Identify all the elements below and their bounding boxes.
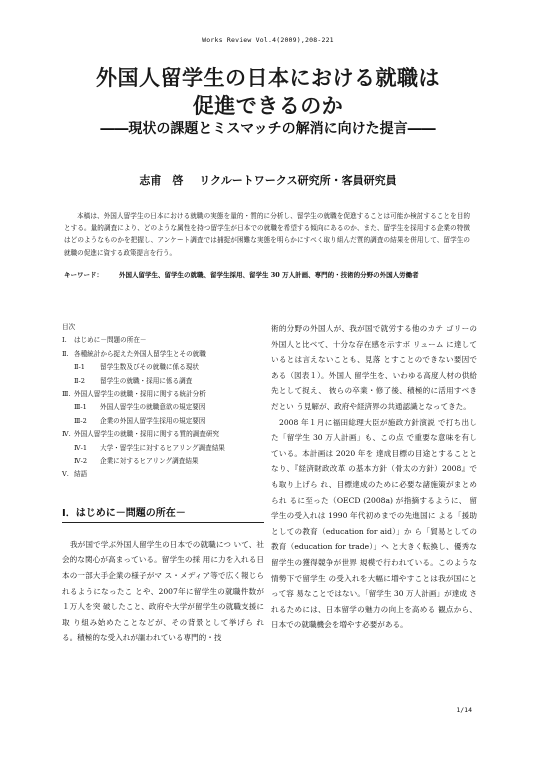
abstract [64, 210, 470, 281]
toc-item-label: 留学生の就職・採用に係る調査 [100, 376, 193, 385]
keywords-label: キーワード： [64, 270, 103, 279]
left-column [62, 321, 264, 646]
toc-item-label: 大学・留学生に対するヒアリング調査結果 [100, 443, 225, 452]
toc-item-label: 企業の外国人留学生採用の規定要因 [100, 416, 206, 425]
toc-item-label: 各種統計から捉えた外国人留学生とその就職 [74, 349, 206, 358]
author-line [0, 172, 536, 188]
title-line-1: 外国人留学生の日本における就職は [96, 66, 440, 90]
toc-item [62, 455, 264, 468]
table-of-contents [62, 321, 264, 482]
left-body-text [62, 537, 264, 646]
toc-item-number: Ⅱ. [62, 349, 69, 358]
toc-item-number: Ⅱ-1 [74, 363, 85, 372]
toc-item-number: Ⅲ-1 [74, 403, 87, 412]
toc-item [62, 415, 264, 428]
section-heading: Ⅰ．はじめに－問題の所在－ [62, 504, 264, 523]
toc-item [62, 468, 264, 481]
right-paragraph-1: 術的分野の外国人が、我が国で就労する他のカテ ゴリーの外国人と比べて、十分な存在感を示すボ リューム に達しているとは言えないことも、見落 とすことのできない要因である（図表１）。外国人 留学生を、いわゆる高度人材の供給先として捉え、 彼らの卒業・修了後、積極的に活用すべきだとい う見解が、政府や経済界の共通認識となってきた。 [271, 324, 477, 411]
journal-header: Works Review Vol.4(2009),208-221 [202, 36, 334, 44]
toc-item-number: Ⅳ-1 [74, 443, 88, 452]
abstract-text: 本稿は、外国人留学生の日本における就職の実態を量的・質的に分析し、留学生の就職を促進することは可能か検討することを目的とする。量的調査により、どのような属性を持つ留学生が日本での就職を希望する傾向にあるのか、また、留学生を採用する企業の特徴はどのようなものかを把握し、アンケート調査では捕捉が困難な実態を明らかにすべく取り組んだ質的調査の結果を併用して、留学生の就職の促進に資する政策提言を行う。 [64, 212, 470, 257]
section1-paragraph: 我が国で学ぶ外国人留学生の日本での就職につ いて、社会的な関心が高まっている。留学生の採 用に力を入れる日本の一部大手企業の様子がマ ス・メディア等で広く報じられるようになったこ とや、2007年に留学生の就職件数が１万人を突 破したこと、政府や大学が留学生の就職支援に取 り組み始めたことなどが、その背景として挙げら れる。積極的な受入れが謳われている専門的・技 [62, 539, 264, 643]
keywords-text: 外国人留学生、留学生の就職、留学生採用、留学生 30 万人計画、専門的・技術的分野の外国人労働者 [119, 270, 419, 279]
toc-item-label: 留学生数及びその就職に係る現状 [100, 363, 199, 372]
subtitle: ――現状の課題とミスマッチの解消に向けた提言―― [100, 121, 436, 137]
toc-item [62, 428, 264, 441]
toc-item-number: Ⅳ-2 [74, 457, 88, 466]
toc-item-label: 結語 [74, 470, 88, 479]
toc-item-number: Ⅴ. [62, 470, 69, 479]
page-number: 1/14 [456, 706, 472, 714]
toc-item [62, 375, 264, 388]
toc-item-label: 外国人留学生の就職・採用に関する質的調査研究 [74, 430, 220, 439]
toc-heading: 目次 [62, 323, 76, 331]
toc-item-label: 企業に対するヒアリング調査結果 [100, 457, 199, 466]
toc-item [62, 388, 264, 401]
toc-item-number: Ⅳ. [62, 430, 71, 439]
toc-item [62, 401, 264, 414]
right-column [271, 321, 477, 633]
toc-item-number: Ⅱ-2 [74, 376, 85, 385]
author-affiliation: リクルートワークス研究所・客員研究員 [199, 174, 397, 187]
title-line-2: 促進できるのか [192, 94, 344, 118]
keywords [64, 269, 470, 281]
toc-item [62, 348, 264, 361]
toc-item [62, 361, 264, 374]
toc-item-number: Ⅰ. [62, 336, 67, 345]
toc-item-number: Ⅲ-2 [74, 416, 87, 425]
toc-list [62, 334, 264, 481]
toc-item [62, 442, 264, 455]
toc-item-label: 外国人留学生の就職意欲の規定要因 [100, 403, 206, 412]
toc-item [62, 334, 264, 347]
right-paragraph-2: 2008 年１月に福田総理大臣が施政方針演説 で打ち出した「留学生 30 万人計画」も、この点 で重要な意味を有している。本計画は 2020 年を 達成目標の目途とすることとなり、『経済財政改革 の基本方針（骨太の方針）2008』でも取り上げら れ、目標達成のために必要な諸施策がまとめられ るに至った（OECD (2008a) が指摘するように、 留学生の受入れは 1990 年代初めまでの先進国に よる「援助としての教育（education for aid）」か ら「貿易としての教育（education for trade）」へ と大きく転換し、優秀な留学生の獲得競争が世界 規模で行われている。このような情勢下で留学生 の受入れを大幅に増やすことは我が国にとって容 易なことではない。「留学生 30 万人計画」が達成 されるためには、日本留学の魅力の向上を高める 観点から、日本での就職機会を増やす必要がある。 [271, 417, 477, 630]
author-name: 志甫 啓 [139, 174, 184, 187]
toc-item-label: 外国人留学生の就職・採用に関する統計分析 [74, 390, 206, 399]
toc-item-number: Ⅲ. [62, 390, 71, 399]
toc-item-label: はじめに－問題の所在－ [74, 336, 147, 345]
